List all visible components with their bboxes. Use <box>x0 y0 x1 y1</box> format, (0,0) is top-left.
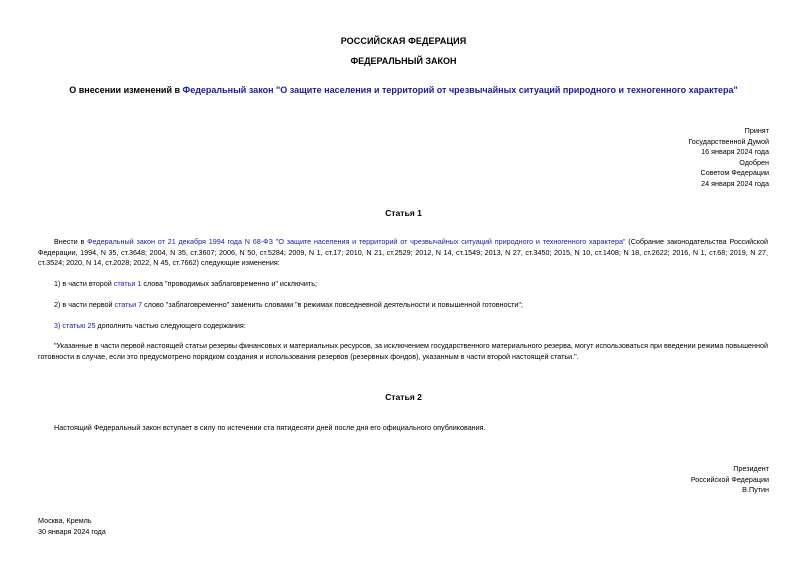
signature-block <box>691 464 769 496</box>
amendment-item-2 <box>54 300 768 311</box>
base-law-link[interactable]: Федеральный закон от 21 декабря 1994 года N 68-ФЗ "О защите населения и территорий от чрезвычайных ситуаций природного и техногенного характера" <box>87 237 626 246</box>
article-2-text: Настоящий Федеральный закон вступает в силу по истечении ста пятидесяти дней после дня его официального опубликования. <box>54 423 486 432</box>
adoption-line: Принят <box>744 126 769 135</box>
article-1-intro <box>38 237 768 269</box>
intro-suffix: (Собрание законодательства Российской Федерации, 1994, N 35, ст.3648; 2004, N 35, ст.3607; 2006, N 50, ст.5284; 2009, N 1, ст.17; 2010, N 21, ст.2529; 2012, N 14, ст.1549; 2013, N 27, ст.3450; 2015, N 10, ст.1408; N 18, ст.2622; 2016, N 1, ст.68; 2019, N 27, ст.3524; 2020, N 14, ст.2028; 2022, N 45, ст.7662) следующие изменения: <box>38 237 768 268</box>
adoption-date: 16 января 2024 года <box>701 147 769 157</box>
approval-date: 24 января 2024 года <box>701 178 769 188</box>
law-title-link[interactable]: Федеральный закон "О защите населения и территорий от чрезвычайных ситуаций природного и техногенного характера" <box>182 85 738 95</box>
approval-line: Одобрен <box>739 157 769 167</box>
adoption-line: Государственной Думой <box>688 136 769 146</box>
law-title-prefix: О внесении изменений в <box>69 85 183 95</box>
amendment-item-1 <box>54 279 768 290</box>
article-2-title: Статья 2 <box>385 392 422 402</box>
item-1-suffix: слова "проводимых заблаговременно и" исключить; <box>141 279 317 288</box>
amendment-item-3 <box>54 321 768 332</box>
item-2-suffix: слово "заблаговременно" заменить словами "в режимах повседневной деятельности и повышенной готовности"; <box>142 300 523 309</box>
article-1-link[interactable]: статьи 1 <box>113 279 142 288</box>
article-1-title: Статья 1 <box>385 208 422 218</box>
law-title <box>0 85 807 95</box>
footer-block <box>38 516 106 537</box>
amendment-quote: "Указанные в части первой настоящей статьи резервы финансовых и материальных ресурсов, за исключением государственного материального резерва, могут использоваться при введении режима повышенной готовности в случае, если это предусмотрено порядком создания и использования резервов (резервных фондов), указанным в части второй настоящей статьи.". <box>38 341 768 361</box>
article-7-link[interactable]: статьи 7 <box>114 300 143 309</box>
signature-title: Российской Федерации <box>690 474 769 484</box>
signature-title: Президент <box>733 464 769 473</box>
intro-prefix: Внести в <box>54 237 88 246</box>
country-heading: РОССИЙСКАЯ ФЕДЕРАЦИЯ <box>340 36 467 46</box>
item-3-suffix: дополнить частью следующего содержания: <box>95 321 246 330</box>
approval-line: Советом Федерации <box>700 168 769 178</box>
footer-date: 30 января 2024 года <box>38 526 106 536</box>
article-25-link[interactable]: 3) статью 25 <box>54 321 96 330</box>
adoption-block <box>688 126 769 190</box>
item-2-prefix: 2) в части первой <box>54 300 115 309</box>
item-1-prefix: 1) в части второй <box>54 279 114 288</box>
document-type-heading: ФЕДЕРАЛЬНЫЙ ЗАКОН <box>350 56 457 66</box>
signature-name: В.Путин <box>742 485 769 495</box>
footer-place: Москва, Кремль <box>38 516 92 525</box>
